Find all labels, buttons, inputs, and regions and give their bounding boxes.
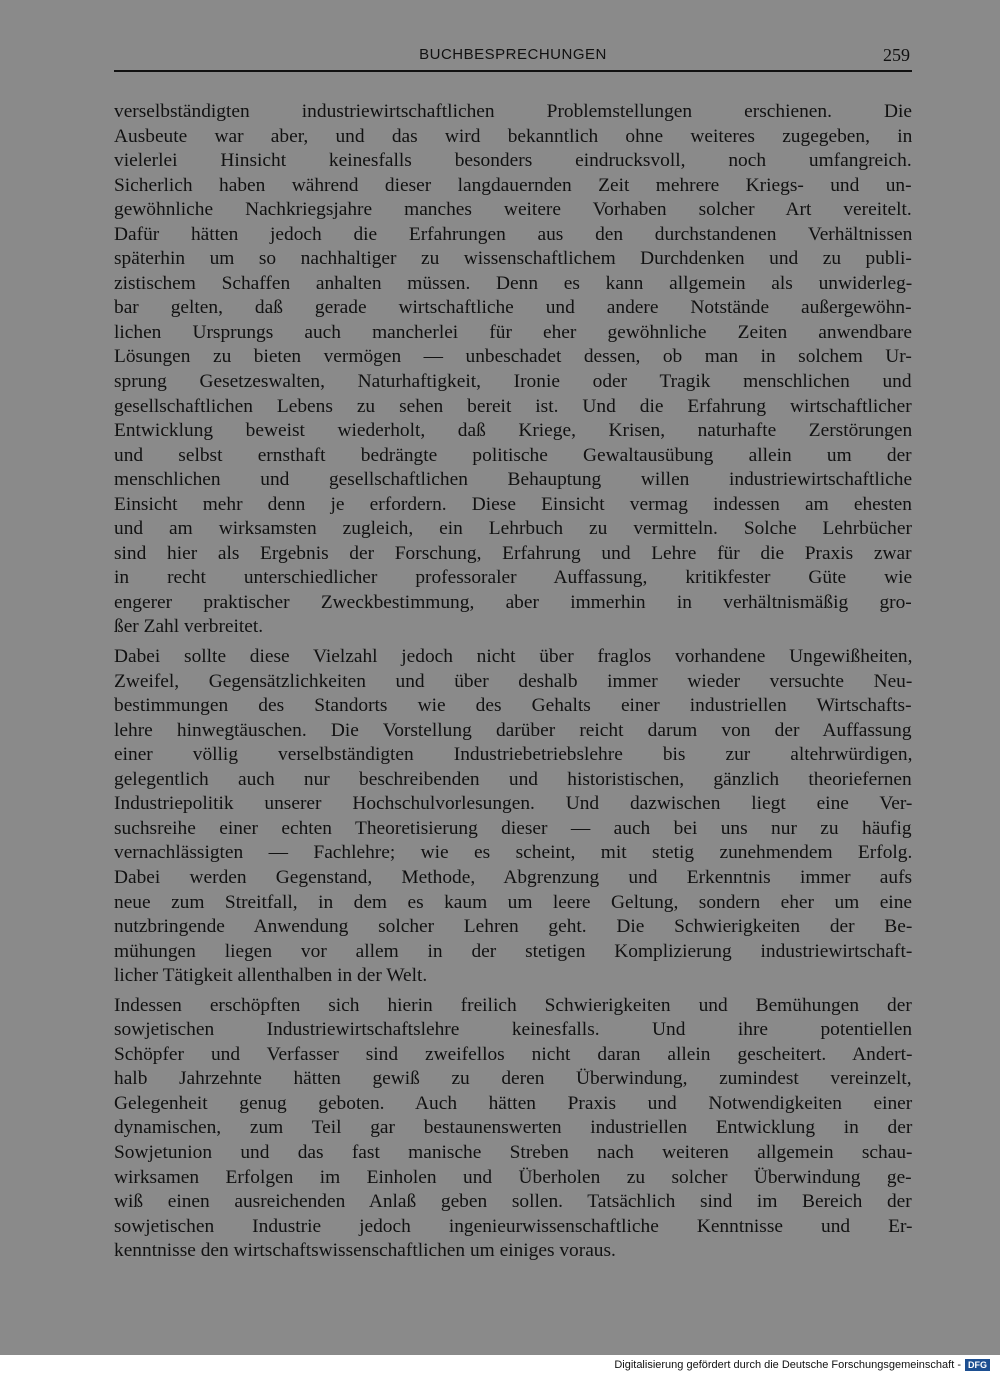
paragraph — [114, 645, 912, 989]
text-line: mühungen liegen vor allem in der stetigen Komplizierung industriewirtschaft- — [114, 940, 913, 962]
text-line: Schöpfer und Verfasser sind zweifellos nicht daran allein gescheitert. Andert- — [114, 1043, 913, 1065]
text-line: und selbst ernsthaft bedrängte politische Gewaltausübung allein um der — [114, 444, 912, 466]
funding-notice: Digitalisierung gefördert durch die Deutsche Forschungsgemeinschaft - — [614, 1359, 961, 1371]
text-line: Zweifel, Gegensätzlichkeiten und über deshalb immer wieder versuchte Neu- — [114, 670, 913, 692]
text-line: einer völlig verselbständigten Industriebetriebslehre bis zur altehrwürdigen, — [114, 744, 913, 766]
text-line: zistischem Schaffen anhalten müssen. Denn es kann allgemein als unwiderleg- — [114, 272, 913, 294]
text-line: Sicherlich haben während dieser langdauernden Zeit mehrere Kriegs- und un- — [114, 174, 912, 196]
text-line: kenntnisse den wirtschaftswissenschaftlichen um einiges voraus. — [114, 1240, 616, 1262]
text-line: lehre hinwegtäuschen. Die Vorstellung darüber reicht darum von der Auffassung — [114, 719, 912, 741]
text-line: Dabei sollte diese Vielzahl jedoch nicht über fraglos vorhandene Ungewißheiten, — [114, 646, 913, 668]
dfg-logo: DFG — [965, 1359, 990, 1371]
page-number: 259 — [883, 45, 910, 65]
text-line: menschlichen und gesellschaftlichen Behauptung willen industriewirtschaftliche — [114, 469, 913, 491]
text-line: gesellschaftlichen Lebens zu sehen bereit ist. Und die Erfahrung wirtschaftlicher — [114, 395, 912, 417]
text-line: Industriepolitik unserer Hochschulvorlesungen. Und dazwischen liegt eine Ver- — [114, 793, 913, 815]
running-header — [114, 44, 912, 72]
text-line: halb Jahrzehnte hätten gewiß zu deren Überwindung, zumindest vereinzelt, — [114, 1068, 912, 1090]
text-line: gelegentlich auch nur beschreibenden und historistischen, gänzlich theoriefernen — [114, 768, 912, 790]
text-line: Dabei werden Gegenstand, Methode, Abgrenzung und Erkenntnis immer aufs — [114, 866, 913, 888]
text-line: vernachlässigten — Fachlehre; wie es scheint, mit stetig zunehmendem Erfolg. — [114, 842, 913, 864]
text-line: dynamischen, zum Teil gar bestaunenswerten industriellen Entwicklung in der — [114, 1117, 913, 1139]
text-line: sowjetischen Industriewirtschaftslehre keinesfalls. Und ihre potentiellen — [114, 1019, 913, 1041]
text-line: und am wirksamsten zugleich, ein Lehrbuch zu vermitteln. Solche Lehrbücher — [114, 518, 912, 540]
paragraph — [114, 994, 912, 1264]
text-line: Gelegenheit genug geboten. Auch hätten Praxis und Notwendigkeiten einer — [114, 1092, 913, 1114]
text-line: vielerlei Hinsicht keinesfalls besonders eindrucksvoll, noch umfangreich. — [114, 150, 912, 172]
paragraph — [114, 100, 912, 640]
text-line: ßer Zahl verbreitet. — [114, 616, 264, 638]
text-line: Einsicht mehr denn je erfordern. Diese Einsicht vermag indessen am ehesten — [114, 493, 912, 515]
text-line: wirksamen Erfolgen im Einholen und Überholen zu solcher Überwindung ge- — [114, 1166, 912, 1188]
text-line: Entwicklung beweist wiederholt, daß Kriege, Krisen, naturhafte Zerstörungen — [114, 420, 913, 442]
text-line: sprung Gesetzeswalten, Naturhaftigkeit, Ironie oder Tragik menschlichen und — [114, 371, 912, 393]
text-line: gewöhnliche Nachkriegsjahre manches weitere Vorhaben solcher Art vereitelt. — [114, 199, 912, 221]
text-line: Dafür hätten jedoch die Erfahrungen aus den durchstandenen Verhältnissen — [114, 223, 913, 245]
text-line: lichen Ursprungs auch mancherlei für eher gewöhnliche Zeiten anwendbare — [114, 321, 912, 343]
body-text — [114, 100, 912, 1264]
text-line: Lösungen zu bieten vermögen — unbeschadet dessen, ob man in solchem Ur- — [114, 346, 912, 368]
text-line: verselbständigten industriewirtschaftlichen Problemstellungen erschienen. Die — [114, 101, 913, 122]
text-line: späterhin um so nachhaltiger zu wissenschaftlichem Durchdenken und zu publi- — [114, 248, 912, 270]
text-line: engerer praktischer Zweckbestimmung, aber immerhin in verhältnismäßig gro- — [114, 591, 912, 613]
text-line: Indessen erschöpften sich hierin freilich Schwierigkeiten und Bemühungen der — [114, 994, 912, 1016]
text-line: Sowjetunion und das fast manische Streben nach weiteren allgemein schau- — [114, 1141, 913, 1163]
digitization-footer — [614, 1358, 990, 1372]
text-line: sind hier als Ergebnis der Forschung, Erfahrung und Lehre für die Praxis zwar — [114, 542, 912, 564]
text-line: in recht unterschiedlicher professoraler Auffassung, kritikfester Güte wie — [114, 567, 913, 589]
text-line: sowjetischen Industrie jedoch ingenieurwissenschaftliche Kenntnisse und Er- — [114, 1215, 913, 1237]
text-line: licher Tätigkeit allenthalben in der Welt. — [114, 965, 428, 987]
text-line: Ausbeute war aber, und das wird bekanntlich ohne weiteres zugegeben, in — [114, 125, 913, 147]
text-line: nutzbringende Anwendung solcher Lehren geht. Die Schwierigkeiten der Be- — [114, 916, 913, 938]
section-title: BUCHBESPRECHUNGEN — [419, 46, 607, 63]
text-line: suchsreihe einer echten Theoretisierung dieser — auch bei uns nur zu häufig — [114, 817, 912, 839]
text-line: neue zum Streitfall, in dem es kaum um leere Geltung, sondern eher um eine — [114, 891, 912, 913]
text-line: wiß einen ausreichenden Anlaß geben sollen. Tatsächlich sind im Bereich der — [114, 1191, 912, 1213]
text-line: bar gelten, daß gerade wirtschaftliche und andere Notstände außergewöhn- — [114, 297, 912, 319]
text-line: bestimmungen des Standorts wie des Gehalts einer industriellen Wirtschafts- — [114, 695, 912, 717]
